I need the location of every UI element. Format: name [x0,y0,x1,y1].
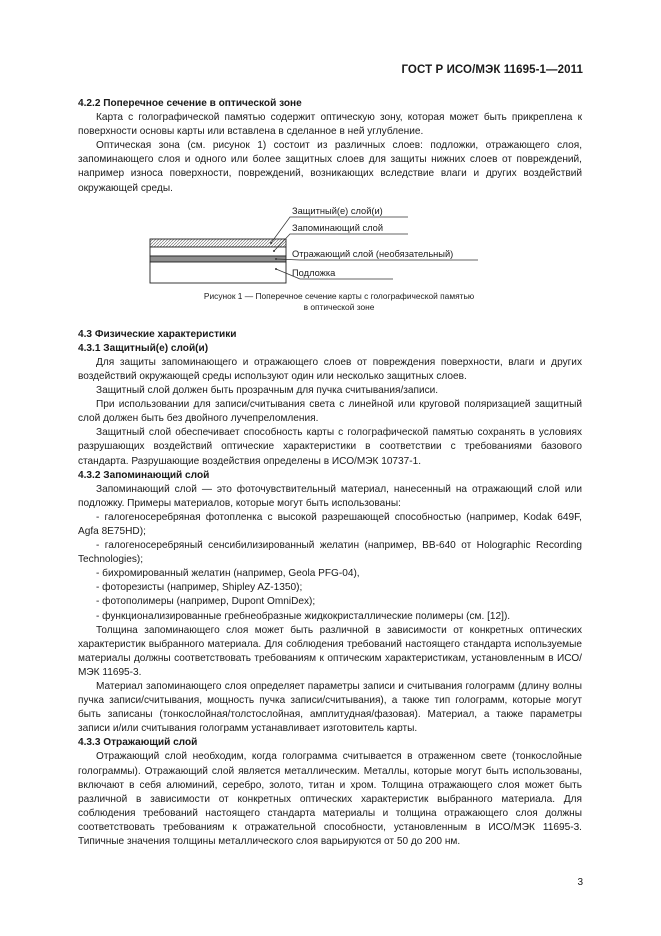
figure-label-substrate: Подложка [292,267,336,278]
section-4-2-2-title: 4.2.2 Поперечное сечение в оптической зоне [78,98,302,109]
paragraph: Запоминающий слой — это фоточувствительный материал, нанесенный на отражающий слой или подложку. Примеры материалов, которые могут быть использованы: [78,483,582,509]
section-4-3-title: 4.3 Физические характеристики [78,328,237,340]
document-header: ГОСТ Р ИСО/МЭК 11695-1—2011 [401,64,583,76]
list-item: - галогеносеребряный сенсибилизированный желатин (например, BB-640 от Holographic Recording Technologies); [78,540,582,566]
figure-label-reflective: Отражающий слой (необязательный) [292,248,454,259]
section-4-3-3-title: 4.3.3 Отражающий слой [78,737,198,749]
paragraph: Толщина запоминающего слоя может быть различной в зависимости от конкретных оптических характеристик выбранного материала. Для соблюдения требований настоящего стандарта используемые материалы должны соответствовать требованиям к оптическим характеристикам, установленным в ИСО/МЭК 11695-3. [78,624,582,678]
protective-layer [150,239,286,247]
paragraph: При использовании для записи/считывания света с линейной или круговой поляризацией защитный слой должен быть без двойного лучепреломления. [78,399,582,425]
figure-label-recording: Запоминающий слой [292,222,384,233]
paragraph: Отражающий слой необходим, когда голограмма считывается в отраженном свете (тонкослойные голограммы). Отражающий слой является металлическим. Металлы, которые могут быть использованы, включают в себя алюминий, серебро, золото, титан и хром. Толщина отражающего слоя может быть различной в зависимости от конкретных оптических характеристик выбранного материала. Для соблюдения требований настоящего стандарта материалы и толщина отражающего слоя должны соответствовать требованиям к отражательной способности, установленным в ИСО/МЭК 11695-3. Типичные значения толщины металлического слоя варьируются от 50 до 200 нм. [78,751,582,848]
figure-label-protective: Защитный(е) слой(и) [292,205,383,216]
list-item: - фоторезисты (например, Shipley AZ-1350); [96,582,303,594]
figure-caption-line2: в оптической зоне [303,301,375,312]
list-item: - галогеносеребряная фотопленка с высокой разрешающей способностью (например, Kodak 649F, Agfa 8E75HD); [78,511,582,537]
figure-caption-line1: Рисунок 1 — Поперечное сечение карты с голографической памятью [203,290,475,301]
figure-1 [78,203,582,291]
recording-layer [150,247,286,256]
paragraph: Защитный слой обеспечивает способность карты с голографической памятью сохранять в условиях разрушающих воздействий оптические характеристики в соответствии с требованиями базового стандарта. Разрушающие воздействия определены в ИСО/МЭК 10737-1. [78,427,582,467]
paragraph: Материал запоминающего слоя определяет параметры записи и считывания голограмм (длину волны пучка записи/считывания, мощность пучка записи/считывания), а также тип голограмм, которые могут быть записаны (тонкослойная/толстослойная, амплитудная/фазовая). Материал, а также параметры записи и/или считывания голограмм устанавливает изготовитель карты. [78,681,582,735]
section-4-3-1-title: 4.3.1 Защитный(е) слой(и) [78,342,209,354]
list-item: - фотополимеры (например, Dupont OmniDex); [96,596,316,608]
paragraph: Карта с голографической памятью содержит оптическую зону, которая может быть прикреплена к поверхности основы карты или вставлена в сделанное в ней углубление. [78,112,582,138]
paragraph: Защитный слой должен быть прозрачным для пучка считывания/записи. [96,385,439,397]
list-item: - бихромированный желатин (например, Geola PFG-04), [96,568,360,580]
reflective-layer [150,256,286,262]
substrate-layer [150,262,286,283]
page-number: 3 [577,877,583,888]
paragraph: Для защиты запоминающего и отражающего слоев от повреждения поверхности, влаги и других воздействий окружающей среды используют один или несколько защитных слоев. [78,356,582,382]
section-4-3-2-title: 4.3.2 Запоминающий слой [78,469,210,481]
paragraph: Оптическая зона (см. рисунок 1) состоит из различных слоев: подложки, отражающего слоя, запоминающего слоя и одного или более защитных слоев для защиты нижних слоев от повреждений, например износа поверхности, повреждений, возникающих вследствие влаги и других воздействий окружающей среды. [78,140,582,194]
page-content [78,97,582,849]
list-item: - функционализированные гребнеобразные жидкокристаллические полимеры (см. [12]). [96,610,511,622]
